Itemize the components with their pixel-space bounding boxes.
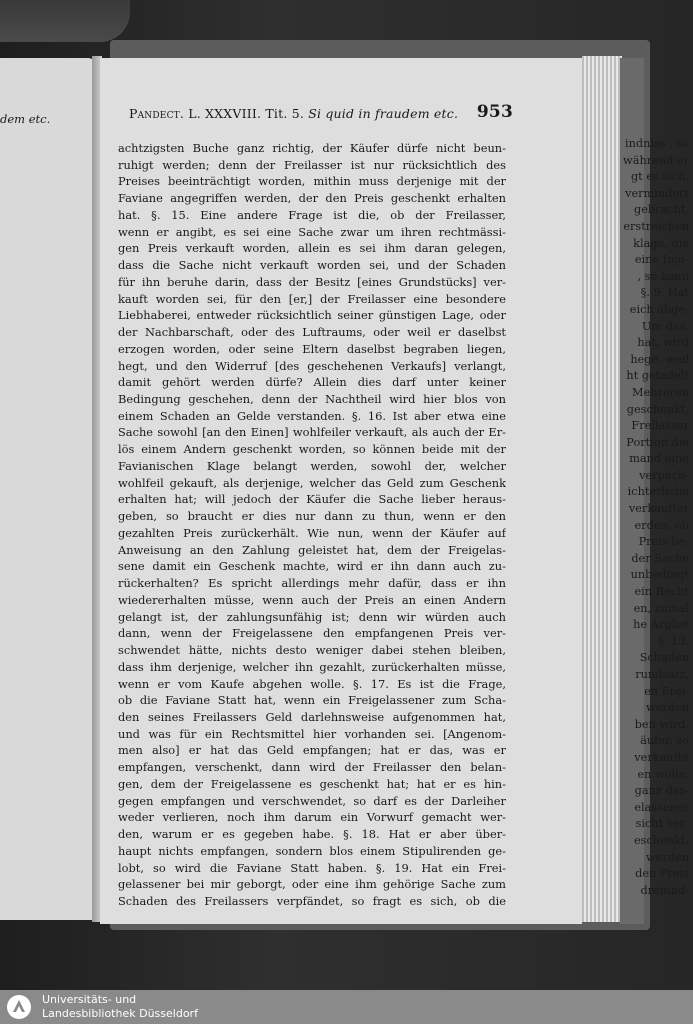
text-line: ob die Faviane Statt hat, wenn ein Freigelassener zum Scha- [118, 693, 506, 708]
left-text-line: vermindert [625, 186, 689, 200]
text-line: haupt nichts empfangen, sondern blos einem Stipulirenden ge- [118, 843, 506, 858]
text-line: für ihn beruhe darin, dass der Besitz [eines Grundstücks] ver- [118, 274, 506, 289]
library-name-line1: Universitäts- und [42, 993, 137, 1006]
left-text-line: he Arglist [633, 618, 689, 632]
text-line: empfangen, verschenkt, dann wird der Freilasser den belan- [118, 760, 506, 775]
left-text-line: verkaufte [634, 750, 689, 764]
library-name-line2: Landesbibliothek Düsseldorf [42, 1007, 198, 1020]
left-text-line: Freilasser [631, 419, 689, 433]
left-text-line: den Preis [635, 867, 689, 881]
text-line: sene damit ein Geschenk machte, wird er ihn dann auch zu- [118, 559, 506, 574]
left-text-line: en wolle. [637, 767, 689, 781]
text-line: wohlfeil gekauft, als derjenige, welcher das Geld zum Geschenk [118, 475, 506, 490]
left-text-line: , so kann [637, 269, 689, 283]
text-line: erhalten hat; will jedoch der Käufer die Sache lieber heraus- [118, 492, 506, 507]
text-line: wenn er angibt, es sei eine Sache zwar um ihren rechtmässi- [118, 224, 506, 239]
left-text-line: verkaufter [628, 502, 689, 516]
text-line: Schaden des Freilassers verpfändet, so fragt es sich, ob die [118, 894, 506, 909]
left-text-line: ganz das- [634, 784, 689, 798]
text-line: schwendet hätte, nichts desto weniger dabei stehen bleiben, [118, 643, 506, 658]
library-name[interactable] [42, 993, 198, 1021]
left-text-line: mand eine [629, 452, 689, 466]
text-line: dass die Sache nicht verkauft worden sei, und der Schaden [118, 258, 506, 273]
text-line: erzogen worden, oder seine Eltern daselbst begraben liegen, [118, 341, 506, 356]
left-text-line: eschenkt, [633, 833, 689, 847]
left-text-line: Schaden [639, 651, 689, 665]
left-text-line: Portion die [626, 435, 689, 449]
left-text-line: hat, wird [637, 336, 689, 350]
header-title: Tit. 5. [265, 106, 305, 121]
left-text-line: ht getadelt [626, 369, 689, 383]
text-line: gegen empfangen und verschwendet, so darf es der Darleiher [118, 793, 506, 808]
left-text-line: §. 9. Hat [640, 286, 689, 300]
ulb-logo-icon[interactable] [6, 994, 32, 1020]
text-line: gelangt ist, der zahlungsunfähig ist; denn wir würden auch [118, 609, 506, 624]
left-text-line: §. 13. [658, 634, 689, 648]
left-text-line: gebracht, [633, 203, 689, 217]
text-line: den, warum er es gegeben habe. §. 18. Hat er aber über- [118, 827, 506, 842]
left-text-line: äufer, so [640, 734, 689, 748]
left-text-line: dreiund- [640, 883, 689, 897]
left-text-line: sicht ver- [635, 817, 689, 831]
text-line: gen, dem der Freigelassene es geschenkt hat; hat er es hin- [118, 776, 506, 791]
left-text-line: ein Recht [634, 585, 689, 599]
left-text-line: der Sache [631, 551, 689, 565]
header-subject: Si quid in fraudem etc. [308, 106, 459, 121]
text-line: Preises beeinträchtigt worden, mithin muss derjenige mit der [118, 174, 506, 189]
left-text-line: Um das, [641, 319, 689, 333]
left-text-line: Preis be- [638, 535, 689, 549]
left-text-line: während er [623, 153, 689, 167]
text-line: der Nachbarschaft, oder des Luftraums, oder weil er daselbst [118, 325, 506, 340]
book-cover-corner [0, 0, 130, 42]
left-text-line: erden, ob [634, 518, 689, 532]
text-line: kauft worden sei, für den [er,] der Freilasser eine besondere [118, 291, 506, 306]
left-text-line: ben wird, [634, 717, 689, 731]
left-text-line: en, zumal [633, 601, 689, 615]
text-line: rückerhalten? Es spricht allerdings mehr dafür, dass er ihn [118, 576, 506, 591]
text-line: Anweisung an den Zahlung geleistet hat, dem der Freigelas- [118, 542, 506, 557]
text-line: Bedingung geschehen, denn der Nachtheil wird hier blos von [118, 392, 506, 407]
left-text-line: werden [646, 850, 689, 864]
left-text-line: ichterliche [627, 485, 689, 499]
left-text-line: unbedingt [630, 568, 689, 582]
text-line: lobt, so wird die Faviane Statt haben. §. 19. Hat ein Frei- [118, 860, 506, 875]
page-number: 953 [476, 102, 513, 122]
page-body-text [118, 140, 506, 910]
text-line: hat. §. 15. Eine andere Frage ist die, ob der Freilasser, [118, 207, 506, 222]
text-line: gen Preis verkauft worden, allein es sei ihm daran gelegen, [118, 241, 506, 256]
text-line: Liebhaberei, entweder rücksichtlich seiner günstigen Lage, oder [118, 308, 506, 323]
left-text-line: indniss , so [625, 137, 689, 150]
header-pandect: Pandect. [129, 106, 185, 121]
text-line: achtzigsten Buche ganz richtig, der Käufer dürfe nicht beun- [118, 141, 506, 155]
text-line: Sache sowohl [an den Einen] wohlfeiler verkauft, als auch der Er- [118, 425, 506, 440]
text-line: einem Schaden an Gelde verstanden. §. 16. Ist aber etwa eine [118, 408, 506, 423]
left-text-line: elassener [634, 800, 689, 814]
text-line: den seines Freilassers Geld darlehnsweise aufgenommen hat, [118, 709, 506, 724]
text-line: dass ihm derjenige, welcher ihn gezahlt, zurückerhalten müsse, [118, 659, 506, 674]
left-text-line: rundsatz, [635, 668, 689, 681]
text-line: ruhigt werden; denn der Freilasser ist nur rücksichtlich des [118, 157, 506, 172]
text-line: gezahlten Preis zurückerhält. Wie nun, wenn der Käufer auf [118, 525, 506, 540]
left-text-line: klage, die [633, 236, 689, 250]
text-line: damit gehört werden dürfe? Allein dies darf unter keiner [118, 375, 506, 390]
text-line: men also] er hat das Geld empfangen; hat er das, was er [118, 743, 506, 758]
left-text-line: geschenkt, [626, 402, 689, 416]
text-line: lös einem Andern geschenkt worden, so können beide mit der [118, 442, 506, 457]
text-line: Favianischen Klage belangt werden, sowohl der, welcher [118, 458, 506, 473]
left-text-line: erstreichen [623, 219, 689, 233]
left-text-line: en Frei- [644, 684, 689, 698]
text-line: gelassener bei mir geborgt, oder eine ihm gehörige Sache zum [118, 877, 506, 892]
text-line: Faviane angegriffen werden, der den Preis geschenkt erhalten [118, 191, 506, 206]
running-head [129, 102, 513, 122]
text-line: und was für ein Rechtsmittel hier vorhanden sei. [Angenom- [118, 726, 506, 741]
text-line: hegt, und den Widerruf [des geschehenen Verkaufs] verlangt, [118, 358, 506, 373]
left-text-line: gt es sich, [630, 170, 689, 184]
left-page-text [597, 136, 689, 899]
text-line: geben, so braucht er dies nur dann zu thun, wenn er den [118, 509, 506, 524]
text-line: weder verlieren, noch ihm darum ein Vorwurf gemacht wer- [118, 810, 506, 825]
text-line: wenn er vom Kaufe abgehen wolle. §. 17. Es ist die Frage, [118, 676, 506, 691]
text-line: dann, wenn der Freigelassene den empfangenen Preis ver- [118, 626, 506, 641]
left-text-line: werden [646, 701, 689, 715]
left-text-line: eine Inju- [634, 253, 689, 267]
left-running-head: dem etc. [0, 112, 51, 126]
left-text-line: eich abge- [629, 302, 689, 316]
text-line: wiedererhalten müsse, wenn auch der Preis an einen Andern [118, 592, 506, 607]
left-text-line: hege, weil [630, 352, 689, 366]
left-text-line: Mehreren [632, 385, 689, 399]
header-book: L. XXXVIII. [188, 106, 262, 121]
left-page [0, 58, 96, 920]
left-text-line: verpach- [639, 468, 689, 482]
